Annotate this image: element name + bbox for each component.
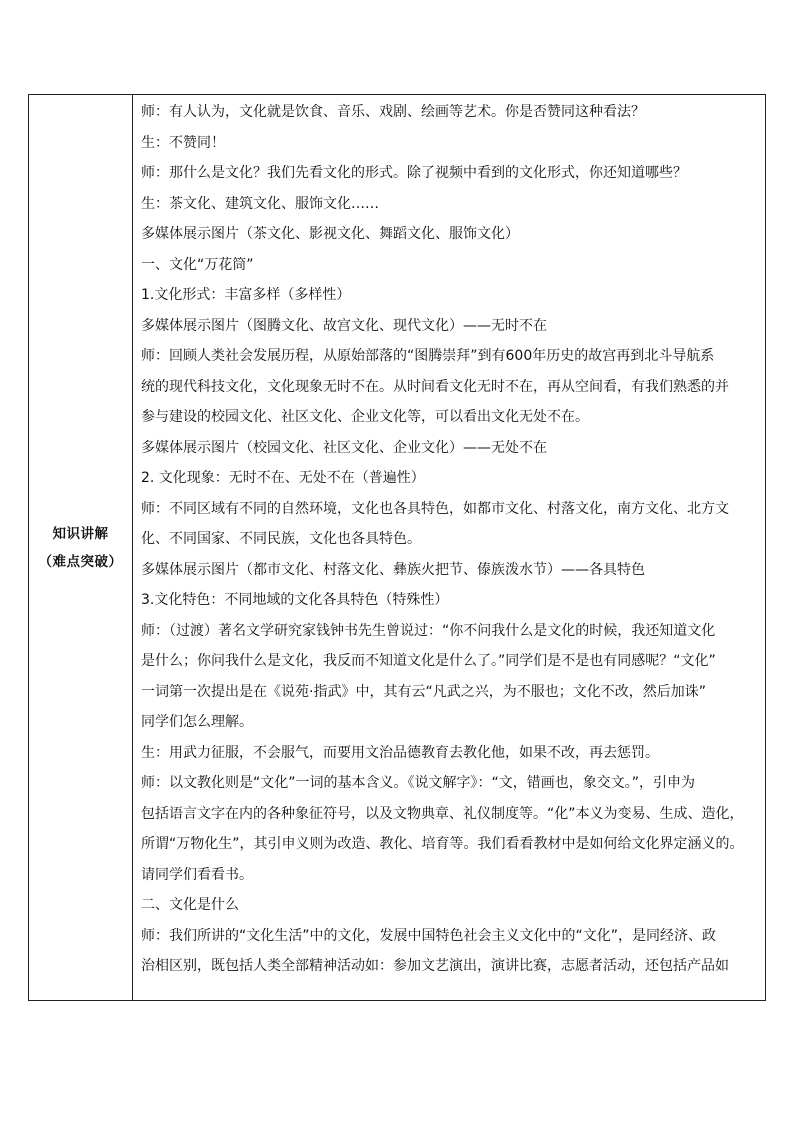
text-line: 治相区别，既包括人类全部精神活动如：参加文艺演出，演讲比赛，志愿者活动，还包括产品如 [141, 958, 729, 974]
text-line: 师：那什么是文化？我们先看文化的形式。除了视频中看到的文化形式，你还知道哪些？ [141, 165, 687, 181]
text-line: 师：不同区域有不同的自然环境，文化也各具特色，如都市文化、村落文化，南方文化、北方文 [141, 500, 729, 517]
text-line: 师：有人认为，文化就是饮食、音乐、戏剧、绘画等艺术。你是否赞同这种看法？ [141, 104, 645, 120]
text-line: 同学们怎么理解。 [141, 714, 253, 730]
text-line: 师：（过渡）著名文学研究家钱钟书先生曾说过：“你不问我什么是文化的时候，我还知道文化 [141, 622, 716, 639]
text-line: 生：茶文化、建筑文化、服饰文化…… [141, 195, 379, 212]
text-line: 请同学们看看书。 [141, 866, 253, 883]
text-line: 2. 文化现象：无时不在、无处不在（普遍性） [141, 470, 425, 486]
text-line: 一、文化“万花筒” [141, 256, 254, 273]
text-line: 是什么；你问我什么是文化，我反而不知道文化是什么了。”同学们是不是也有同感呢？“文化” [141, 653, 716, 669]
text-line: 所谓“万物化生”，其引申义则为改造、教化、培育等。我们看看教材中是如何给文化界定涵义的。 [141, 836, 744, 852]
text-line: 多媒体展示图片（茶文化、影视文化、舞蹈文化、服饰文化） [141, 226, 519, 242]
text-line: 3.文化特色：不同地域的文化各具特色（特殊性） [141, 592, 449, 608]
text-line: 二、文化是什么 [141, 897, 239, 913]
section-heading: 知识讲解 [52, 525, 109, 542]
text-line: 生：不赞同！ [141, 134, 225, 151]
text-line: 1.文化形式：丰富多样（多样性） [141, 287, 351, 303]
text-line: 师：以文教化则是“文化”一词的基本含义。《说文解字》：“文，错画也，象交文。”，引申为 [141, 775, 696, 791]
text-line: 化、不同国家、不同民族，文化也各具特色。 [141, 531, 421, 547]
text-line: 统的现代科技文化，文化现象无时不在。从时间看文化无时不在，再从空间看，有我们熟悉的并 [141, 378, 729, 395]
lesson-table [28, 94, 766, 1001]
text-line: 一词第一次提出是在《说苑·指武》中，其有云“凡武之兴，为不服也；文化不改，然后加诛” [141, 683, 706, 700]
text-line: 多媒体展示图片（都市文化、村落文化、彝族火把节、傣族泼水节）——各具特色 [141, 561, 645, 578]
section-subheading: （难点突破） [38, 553, 123, 570]
text-line: 生：用武力征服，不会服气，而要用文治品德教育去教化他，如果不改，再去惩罚。 [141, 744, 659, 761]
text-line: 包括语言文字在内的各种象征符号，以及文物典章、礼仪制度等。“化”本义为变易、生成、造化， [141, 805, 744, 822]
text-line: 多媒体展示图片（校园文化、社区文化、企业文化）——无处不在 [141, 439, 547, 456]
text-line: 师：回顾人类社会发展历程，从原始部落的“图腾崇拜”到有600年历史的故宫再到北斗导航系 [141, 348, 715, 364]
text-line: 多媒体展示图片（图腾文化、故宫文化、现代文化）——无时不在 [141, 317, 547, 334]
section-label-cell [29, 95, 133, 1000]
lesson-content-cell [133, 95, 765, 1000]
text-line: 参与建设的校园文化、社区文化、企业文化等，可以看出文化无处不在。 [141, 409, 589, 425]
text-line: 师：我们所讲的“文化生活”中的文化，发展中国特色社会主义文化中的“文化”，是同经济、政 [141, 927, 717, 944]
